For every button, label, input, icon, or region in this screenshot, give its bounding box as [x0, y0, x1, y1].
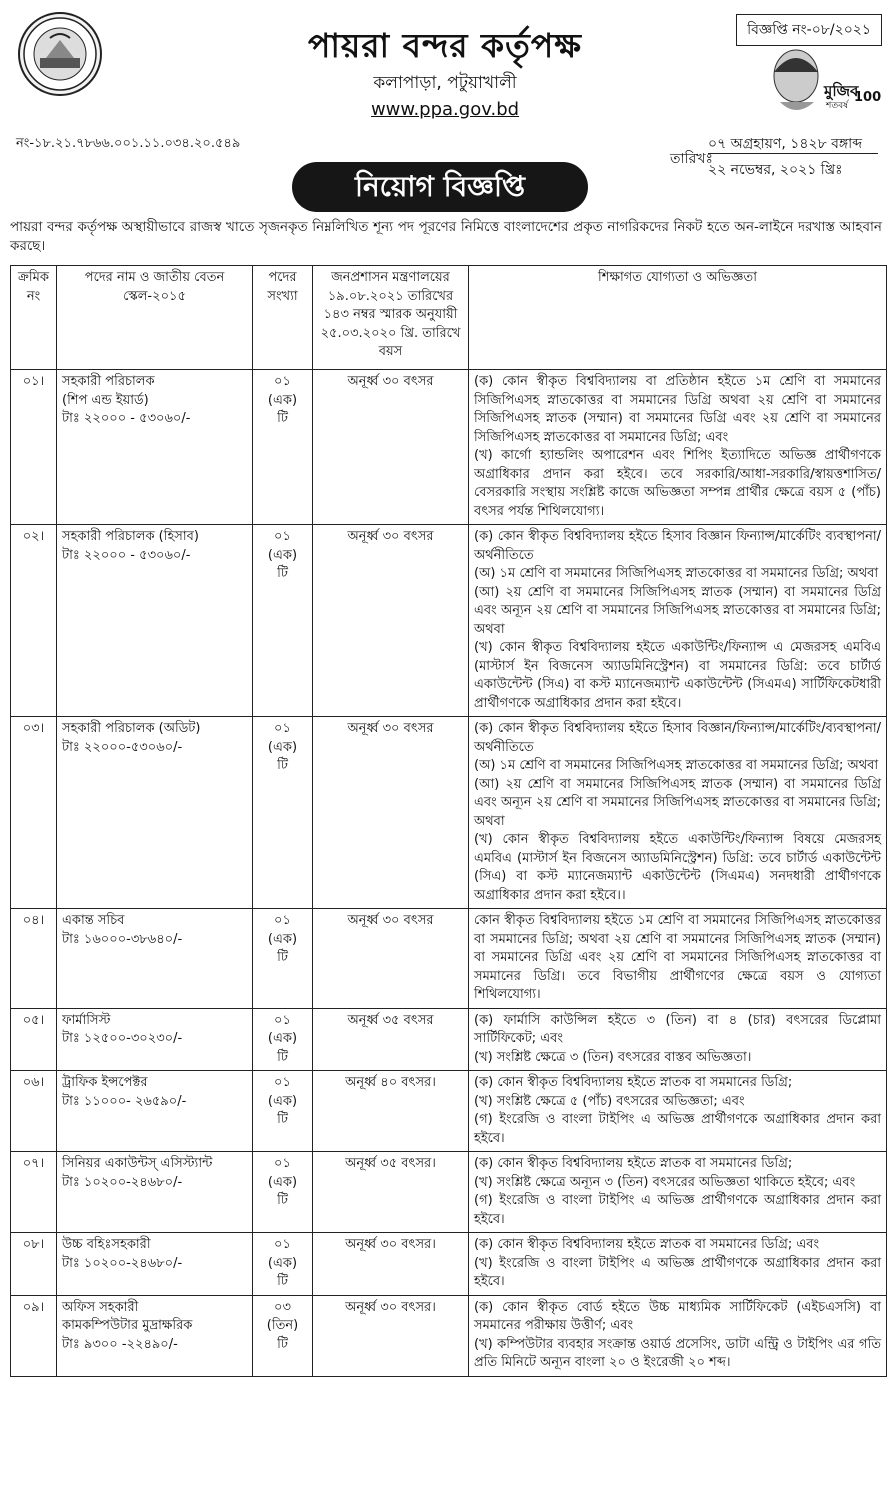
- intro-text: পায়রা বন্দর কর্তৃপক্ষ অস্থায়ীভাবে রাজস্ব খাতে সৃজনকৃত নিম্নলিখিত শূন্য পদ পূরণের নিমিত্তে বাংলাদেশের প্রকৃত নাগরিকদের নিকট হতে অন-লাইনে দরখাস্ত আহবান করছে।: [10, 219, 882, 254]
- mujib-badge-sub: শতবর্ষ: [826, 101, 849, 111]
- count-line: (এক): [267, 547, 298, 563]
- age-cell: অনূর্ধ্ব ৩৫ বৎসর: [313, 1008, 469, 1071]
- post-cell: [57, 717, 253, 909]
- count-line: ০১: [274, 1075, 291, 1090]
- org-location: কলাপাড়া, পটুয়াখালী: [373, 73, 517, 93]
- qualification-line: (অ) ১ম শ্রেণি বা সমমানের সিজিপিএসহ স্নাতকোত্তর বা সমমানের ডিগ্রি; অথবা: [474, 566, 879, 581]
- age-cell: অনূর্ধ্ব ৩০ বৎসর: [313, 370, 469, 525]
- count-line: (এক): [267, 739, 298, 755]
- post-line: (শিপ এন্ড ইয়ার্ড): [62, 392, 149, 408]
- post-line: কামকম্পিউটার মুদ্রাক্ষরিক: [62, 1318, 193, 1333]
- count-line: ০১: [274, 1237, 291, 1252]
- qualification-line: (ক) কোন স্বীকৃত বিশ্ববিদ্যালয় হইতে হিসাব বিজ্ঞান/ফিন্যান্স/মার্কেটিং/ব্যবস্থাপনা/অর্থনীতিতে: [474, 721, 881, 755]
- post-line: ট্রাফিক ইন্সপেক্টর: [62, 1075, 148, 1090]
- count-line: ০১: [274, 1156, 291, 1171]
- post-line: টাঃ ২২০০০-৫৩০৬০/-: [62, 739, 183, 755]
- count-line: ০১: [274, 913, 291, 928]
- table-header-row: [11, 266, 887, 370]
- table-row: [11, 525, 887, 717]
- qualification-line: কোন স্বীকৃত বিশ্ববিদ্যালয় হইতে ১ম শ্রেণি বা সমমানের সিজিপিএসহ স্নাতকোত্তর বা সমমানের ডিগ্রি; অথবা ২য় শ্রেণি বা সমমানের সিজিপিএসহ স্নাতক (সম্মান) বা সমমানের ডিগ্রি এবং ২য় শ্রেণি বা সমমানের সিজিপিএসহ স্নাতকোত্তর বা সমমানের ডিগ্রি। তবে বিভাগীয় প্রার্থীগণের ক্ষেত্রে বয়স ও যোগ্যতা শিথিলযোগ্য।: [474, 913, 881, 1002]
- post-line: টাঃ ১২৫০০-৩০২৩০/-: [62, 1031, 183, 1046]
- qualification-cell: [469, 1152, 887, 1233]
- vacancy-table: [10, 265, 887, 1377]
- table-row: [11, 1295, 887, 1376]
- qualification-line: (ক) ফার্মাসি কাউন্সিল হইতে ৩ (তিন) বা ৪ (চার) বৎসরের ডিপ্লোমা সার্টিফিকেট; এবং: [474, 1012, 881, 1046]
- count-line: টি: [277, 1049, 288, 1065]
- post-line: অফিস সহকারী: [62, 1299, 139, 1315]
- notice-number: বিজ্ঞপ্তি নং-০৮/২০২১: [736, 14, 882, 46]
- count-cell: [253, 1008, 313, 1071]
- count-cell: [253, 1152, 313, 1233]
- count-line: টি: [277, 1274, 288, 1289]
- count-line: টি: [277, 950, 288, 965]
- qualification-cell: [469, 1071, 887, 1152]
- qualification-line: (খ) কম্পিউটার ব্যবহার সংক্রান্ত ওয়ার্ড প্রসেসিং, ডাটা এন্ট্রি ও টাইপিং এর গতি প্রতি মিনিটে অন্যূন বাংলা ২০ ও ইংরেজী ২০ শব্দ।: [474, 1336, 881, 1370]
- org-title: পায়রা বন্দর কর্তৃপক্ষ: [307, 26, 583, 65]
- qualification-line: (খ) সংশ্লিষ্ট ক্ষেত্রে অন্যূন ৩ (তিন) বৎসরের অভিজ্ঞতা থাকিতে হইবে; এবং: [474, 1174, 856, 1190]
- header-count: পদের সংখ্যা: [253, 266, 313, 370]
- post-cell: [57, 1233, 253, 1296]
- post-cell: [57, 370, 253, 525]
- count-cell: [253, 1233, 313, 1296]
- count-line: ০১: [274, 529, 291, 544]
- table-row: [11, 1008, 887, 1071]
- post-line: সহকারী পরিচালক: [62, 374, 155, 389]
- post-line: টাঃ ১৬০০০-৩৮৬৪০/-: [62, 931, 183, 947]
- qualification-line: (অ) ১ম শ্রেণি বা সমমানের সিজিপিএসহ স্নাতকোত্তর বা সমমানের ডিগ্রি; অথবা: [474, 758, 879, 773]
- qualification-line: (ক) কোন স্বীকৃত বিশ্ববিদ্যালয় হইতে স্নাতক বা সমমানের ডিগ্রি; এবং: [474, 1237, 820, 1252]
- count-cell: [253, 1295, 313, 1376]
- memo-number: নং-১৮.২১.৭৮৬৬.০০১.১১.০৩৪.২০.৫৪৯: [16, 136, 241, 151]
- post-line: টাঃ ২২০০০ - ৫৩০৬০/-: [62, 411, 191, 426]
- count-line: টি: [277, 411, 288, 426]
- count-line: টি: [277, 566, 288, 581]
- qualification-line: (ক) কোন স্বীকৃত বিশ্ববিদ্যালয় বা প্রতিষ্ঠান হইতে ১ম শ্রেণি বা সমমানের সিজিপিএসহ স্নাতকোত্তর বা সমমানের ডিগ্রি অথবা ২য় শ্রেণি বা সমমানের সিজিপিএসহ স্নাতক (সম্মান) বা সমমানের ডিগ্রি এবং ২য় শ্রেণি বা সমমানের সিজিপিএসহ স্নাতকোত্তর বা সমমানের ডিগ্রি; এবং: [474, 374, 881, 445]
- count-cell: [253, 1071, 313, 1152]
- serial-cell: ০৭।: [11, 1152, 57, 1233]
- serial-cell: ০৩।: [11, 717, 57, 909]
- table-row: [11, 909, 887, 1009]
- date-divider: [708, 153, 878, 154]
- age-cell: অনূর্ধ্ব ৩৫ বৎসর।: [313, 1152, 469, 1233]
- count-line: (এক): [267, 1255, 298, 1271]
- qualification-line: (খ) কোন স্বীকৃত বিশ্ববিদ্যালয় হইতে একাউন্টিং/ফিন্যান্স বিষয়ে মেজরসহ এমবিএ (মাস্টার্স ইন বিজনেস অ্যাডমিনিস্ট্রেশন) ডিগ্রি: তবে চার্টার্ড একাউন্টেন্ট (সিএ) বা কস্ট ম্যানেজম্যান্ট একাউন্টেন্ট (সিএমএ) সনদধারী প্রার্থীগণকে অগ্রাধিকার প্রদান করা হইবে।।: [474, 832, 881, 903]
- post-cell: [57, 1295, 253, 1376]
- qualification-line: (আ) ২য় শ্রেণি বা সমমানের সিজিপিএসহ স্নাতক (সম্মান) বা সমমানের ডিগ্রি এবং অন্যূন ২য় শ্রেণি বা সমমানের সিজিপিএসহ স্নাতকোত্তর বা সমমানের ডিগ্রি; অথবা: [474, 584, 881, 637]
- post-cell: [57, 909, 253, 1009]
- qualification-cell: [469, 1295, 887, 1376]
- portrait-icon: [760, 42, 876, 118]
- header-qualification: শিক্ষাগত যোগ্যতা ও অভিজ্ঞতা: [469, 266, 887, 370]
- qualification-line: (খ) কোন স্বীকৃত বিশ্ববিদ্যালয় হইতে একাউন্টিং/ফিন্যান্স এ মেজরসহ এমবিএ (মাস্টার্স ইন বিজনেস অ্যাডমিনিস্ট্রেশন) বা সমমানের ডিগ্রি: তবে চার্টার্ড একাউন্টেন্ট (সিএ) বা কস্ট ম্যানেজম্যান্ট একাউন্টেন্ট (সিএমএ) সার্টিফিকেটধারী প্রার্থীগণকে অগ্রাধিকার প্রদান করা হইবে।: [474, 640, 881, 711]
- qualification-cell: [469, 1008, 887, 1071]
- qualification-cell: [469, 909, 887, 1009]
- post-line: টাঃ ১০২০০-২৪৬৮০/-: [62, 1174, 183, 1190]
- post-line: উচ্চ বহিঃসহকারী: [62, 1237, 151, 1252]
- post-cell: [57, 1071, 253, 1152]
- count-line: (এক): [267, 1031, 298, 1046]
- date-label: তারিখঃ: [670, 151, 713, 167]
- count-line: ০১: [274, 721, 291, 736]
- serial-cell: ০৬।: [11, 1071, 57, 1152]
- qualification-line: (ক) কোন স্বীকৃত বিশ্ববিদ্যালয় হইতে হিসাব বিজ্ঞান ফিন্যান্স/মার্কেটিং ব্যবস্থাপনা/ অর্থনীতিতে: [474, 529, 881, 563]
- recruitment-banner: নিয়োগ বিজ্ঞপ্তি: [292, 162, 588, 212]
- header-serial: ক্রমিক নং: [11, 266, 57, 370]
- qualification-line: (ক) কোন স্বীকৃত বোর্ড হইতে উচ্চ মাধ্যমিক সার্টিফিকেট (এইচএসসি) বা সমমানের পরীক্ষায় উত্তীর্ণ; এবং: [474, 1299, 881, 1333]
- table-body: [11, 370, 887, 1377]
- qualification-line: (খ) সংশ্লিষ্ট ক্ষেত্রে ৩ (তিন) বৎসরের বাস্তব অভিজ্ঞতা।: [474, 1049, 752, 1065]
- count-cell: [253, 525, 313, 717]
- date-bangla: ০৭ অগ্রহায়ণ, ১৪২৮ বঙ্গাব্দ: [708, 136, 863, 152]
- table-row: [11, 1233, 887, 1296]
- post-cell: [57, 1152, 253, 1233]
- qualification-line: (গ) ইংরেজি ও বাংলা টাইপিং এ অভিজ্ঞ প্রার্থীগণকে অগ্রাধিকার প্রদান করা হইবে।: [474, 1112, 881, 1146]
- count-line: (এক): [267, 1174, 298, 1190]
- qualification-line: (আ) ২য় শ্রেণি বা সমমানের সিজিপিএসহ স্নাতক (সম্মান) বা সমমানের ডিগ্রি এবং অন্যূন ২য় শ্রেণি বা সমমানের সিজিপিএসহ স্নাতকোত্তর বা সমমানের ডিগ্রি; অথবা: [474, 776, 881, 829]
- mujib-badge-number: 100: [854, 90, 882, 105]
- count-cell: [253, 370, 313, 525]
- date-english: ২২ নভেম্বর, ২০২১ খ্রিঃ: [708, 162, 843, 178]
- qualification-cell: [469, 1233, 887, 1296]
- age-cell: অনূর্ধ্ব ৪০ বৎসর।: [313, 1071, 469, 1152]
- serial-cell: ০৮।: [11, 1233, 57, 1296]
- post-cell: [57, 1008, 253, 1071]
- qualification-line: (খ) ইংরেজি ও বাংলা টাইপিং এ অভিজ্ঞ প্রার্থীগণকে অগ্রাধিকার প্রদান করা হইবে।: [474, 1255, 881, 1289]
- mujib-centenary-badge: [760, 42, 882, 118]
- count-line: টি: [277, 1112, 288, 1127]
- post-line: টাঃ ১১০০০- ২৬৫৯০/-: [62, 1093, 187, 1109]
- age-cell: অনূর্ধ্ব ৩০ বৎসর।: [313, 1295, 469, 1376]
- post-line: টাঃ ১০২০০-২৪৬৮০/-: [62, 1255, 183, 1271]
- qualification-line: (খ) কার্গো হ্যান্ডলিং অপারেশন এবং শিপিং ইত্যাদিতে অভিজ্ঞ প্রার্থীগণকে অগ্রাধিকার প্রদান করা হইবে। তবে সরকারি/আধা-সরকারি/স্বায়ত্তশাসিত/বেসরকারি সংস্থায় সংশ্লিষ্ট কাজে অভিজ্ঞতা সম্পন্ন প্রার্থীর ক্ষেত্রে বয়স ৫ (পাঁচ) বৎসর পর্যন্ত শিথিলযোগ্য।: [474, 448, 881, 519]
- post-cell: [57, 525, 253, 717]
- serial-cell: ০৯।: [11, 1295, 57, 1376]
- count-line: ০১: [274, 1012, 291, 1028]
- count-line: টি: [277, 758, 288, 773]
- count-line: (এক): [267, 1093, 298, 1109]
- table-row: [11, 1152, 887, 1233]
- age-cell: অনূর্ধ্ব ৩০ বৎসর।: [313, 1233, 469, 1296]
- website-link[interactable]: www.ppa.gov.bd: [370, 99, 520, 120]
- header-age: জনপ্রশাসন মন্ত্রণালয়ের ১৯.০৮.২০২১ তারিখের ১৪৩ নম্বর স্মারক অনুযায়ী ২৫.০৩.২০২০ খ্রি. তারিখে বয়স: [313, 266, 469, 370]
- qualification-line: (গ) ইংরেজি ও বাংলা টাইপিং এ অভিজ্ঞ প্রার্থীগণকে অগ্রাধিকার প্রদান করা হইবে।: [474, 1193, 881, 1227]
- serial-cell: ০৪।: [11, 909, 57, 1009]
- post-line: সিনিয়র একাউন্টস্ এসিস্ট্যান্ট: [62, 1156, 213, 1171]
- count-line: টি: [277, 1336, 288, 1352]
- age-cell: অনূর্ধ্ব ৩০ বৎসর: [313, 525, 469, 717]
- mujib-badge-text: মুজিব: [824, 82, 859, 100]
- post-line: ফার্মাসিস্ট: [62, 1012, 111, 1028]
- serial-cell: ০৫।: [11, 1008, 57, 1071]
- count-line: (এক): [267, 931, 298, 947]
- qualification-line: (ক) কোন স্বীকৃত বিশ্ববিদ্যালয় হইতে স্নাতক বা সমমানের ডিগ্রি;: [474, 1075, 793, 1090]
- qualification-cell: [469, 370, 887, 525]
- count-line: টি: [277, 1193, 288, 1208]
- post-line: সহকারী পরিচালক (অডিট): [62, 721, 201, 736]
- post-line: টাঃ ২২০০০ - ৫৩০৬০/-: [62, 547, 191, 563]
- age-cell: অনূর্ধ্ব ৩০ বৎসর: [313, 909, 469, 1009]
- age-cell: অনূর্ধ্ব ৩০ বৎসর: [313, 717, 469, 909]
- qualification-cell: [469, 525, 887, 717]
- serial-cell: ০১।: [11, 370, 57, 525]
- qualification-line: (ক) কোন স্বীকৃত বিশ্ববিদ্যালয় হইতে স্নাতক বা সমমানের ডিগ্রি;: [474, 1156, 793, 1171]
- post-line: টাঃ ৯৩০০ -২২৪৯০/-: [62, 1336, 178, 1352]
- count-line: ০৩: [274, 1299, 291, 1315]
- count-cell: [253, 717, 313, 909]
- count-line: (এক): [267, 392, 298, 408]
- table-row: [11, 717, 887, 909]
- serial-cell: ০২।: [11, 525, 57, 717]
- count-line: (তিন): [266, 1318, 299, 1333]
- post-line: একান্ত সচিব: [62, 913, 125, 928]
- table-row: [11, 370, 887, 525]
- qualification-cell: [469, 717, 887, 909]
- count-line: ০১: [274, 374, 291, 389]
- count-cell: [253, 909, 313, 1009]
- qualification-line: (খ) সংশ্লিষ্ট ক্ষেত্রে ৫ (পাঁচ) বৎসরের অভিজ্ঞতা; এবং: [474, 1093, 745, 1109]
- post-line: সহকারী পরিচালক (হিসাব): [62, 529, 199, 544]
- header-post: পদের নাম ও জাতীয় বেতন স্কেল-২০১৫: [57, 266, 253, 370]
- table-row: [11, 1071, 887, 1152]
